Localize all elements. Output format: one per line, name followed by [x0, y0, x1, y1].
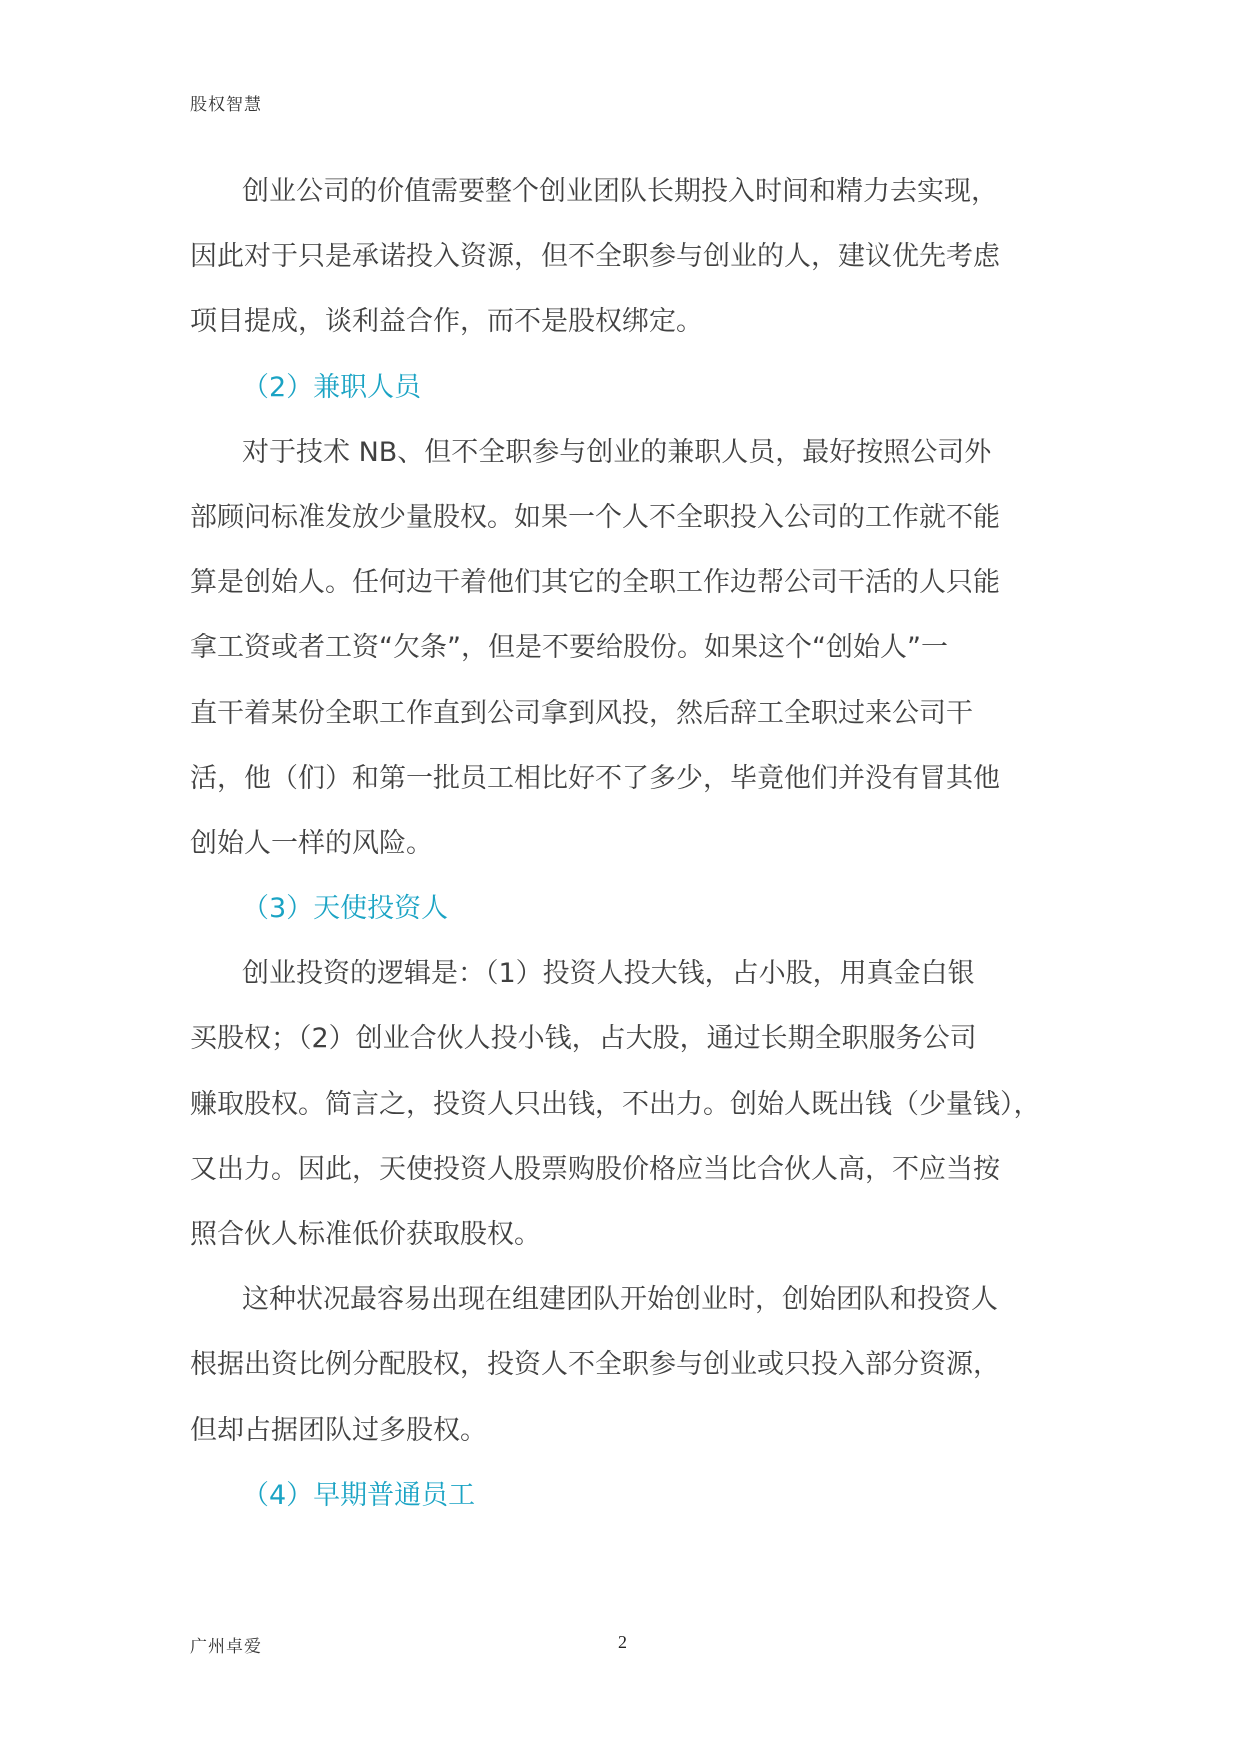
paragraph-line: 活，他（们）和第一批员工相比好不了多少，毕竟他们并没有冒其他: [190, 762, 1000, 794]
document-body: [190, 159, 1060, 1528]
paragraph-line: 因此对于只是承诺投入资源，但不全职参与创业的人，建议优先考虑: [190, 241, 1000, 273]
paragraph-line: 买股权；（2）创业合伙人投小钱，占大股，通过长期全职服务公司: [190, 1023, 977, 1055]
page-footer-company: 广州卓爱: [190, 1637, 262, 1657]
section-heading-part-time: （2）兼职人员: [242, 371, 422, 403]
paragraph-line: 但却占据团队过多股权。: [190, 1414, 487, 1446]
section-heading-angel-investor: （3）天使投资人: [242, 893, 449, 925]
paragraph-line: 创始人一样的风险。: [190, 827, 433, 859]
page-number: 2: [618, 1632, 627, 1652]
section-heading-early-employees: （4）早期普通员工: [242, 1479, 476, 1511]
paragraph-line: 直干着某份全职工作直到公司拿到风投，然后辞工全职过来公司干: [190, 697, 973, 729]
paragraph-line: 又出力。因此，天使投资人股票购股价格应当比合伙人高，不应当按: [190, 1153, 1000, 1185]
paragraph-line: 创业公司的价值需要整个创业团队长期投入时间和精力去实现，: [242, 176, 998, 207]
paragraph-line: 部顾问标准发放少量股权。如果一个人不全职投入公司的工作就不能: [190, 501, 1000, 533]
paragraph-line: 创业投资的逻辑是：（1）投资人投大钱，占小股，用真金白银: [242, 958, 975, 990]
paragraph-line: 对于技术 NB、但不全职参与创业的兼职人员，最好按照公司外: [242, 436, 992, 468]
page-header: 股权智慧: [190, 95, 262, 115]
paragraph-line: 这种状况最容易出现在组建团队开始创业时，创始团队和投资人: [242, 1284, 998, 1316]
paragraph-line: 照合伙人标准低价获取股权。: [190, 1219, 541, 1250]
paragraph-line: 算是创始人。任何边干着他们其它的全职工作边帮公司干活的人只能: [190, 567, 1000, 599]
paragraph-line: 拿工资或者工资“欠条”，但是不要给股份。如果这个“创始人”一: [190, 632, 948, 664]
paragraph-line: 项目提成，谈利益合作，而不是股权绑定。: [190, 306, 703, 338]
paragraph-line: 根据出资比例分配股权，投资人不全职参与创业或只投入部分资源，: [190, 1349, 1000, 1381]
paragraph-line: 赚取股权。简言之，投资人只出钱，不出力。创始人既出钱（少量钱），: [190, 1088, 1041, 1120]
